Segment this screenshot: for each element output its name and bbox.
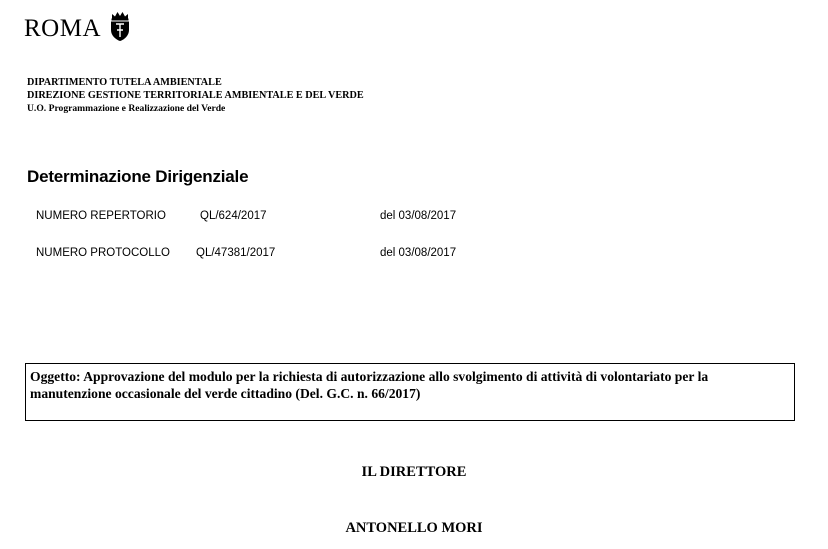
- registration-number: QL/624/2017: [200, 210, 267, 222]
- unit-line: U.O. Programmazione e Realizzazione del Verde: [27, 103, 226, 114]
- document-title: Determinazione Dirigenziale: [27, 167, 249, 186]
- director-name: ANTONELLO MORI: [345, 520, 483, 536]
- director-title: IL DIRETTORE: [361, 464, 467, 480]
- logo-text: ROMA: [24, 14, 102, 42]
- direction-line: DIREZIONE GESTIONE TERRITORIALE AMBIENTALE E DEL VERDE: [27, 90, 364, 101]
- registration-row: [36, 247, 457, 259]
- registration-date: del 03/08/2017: [380, 210, 457, 222]
- department-header: [27, 76, 364, 115]
- registration-date: del 03/08/2017: [380, 247, 457, 259]
- roma-logo: [24, 12, 132, 44]
- department-line: DIPARTIMENTO TUTELA AMBIENTALE: [27, 77, 222, 88]
- registration-label: NUMERO REPERTORIO: [36, 210, 166, 222]
- registration-row: [36, 210, 457, 222]
- registration-number: QL/47381/2017: [196, 247, 276, 259]
- roma-crest-icon: [108, 10, 132, 42]
- subject-box: Oggetto: Approvazione del modulo per la richiesta di autorizzazione allo svolgimento di attività di volontariato per la manutenzione occasionale del verde cittadino (Del. G.C. n. 66/2017): [25, 363, 795, 421]
- registration-label: NUMERO PROTOCOLLO: [36, 247, 170, 259]
